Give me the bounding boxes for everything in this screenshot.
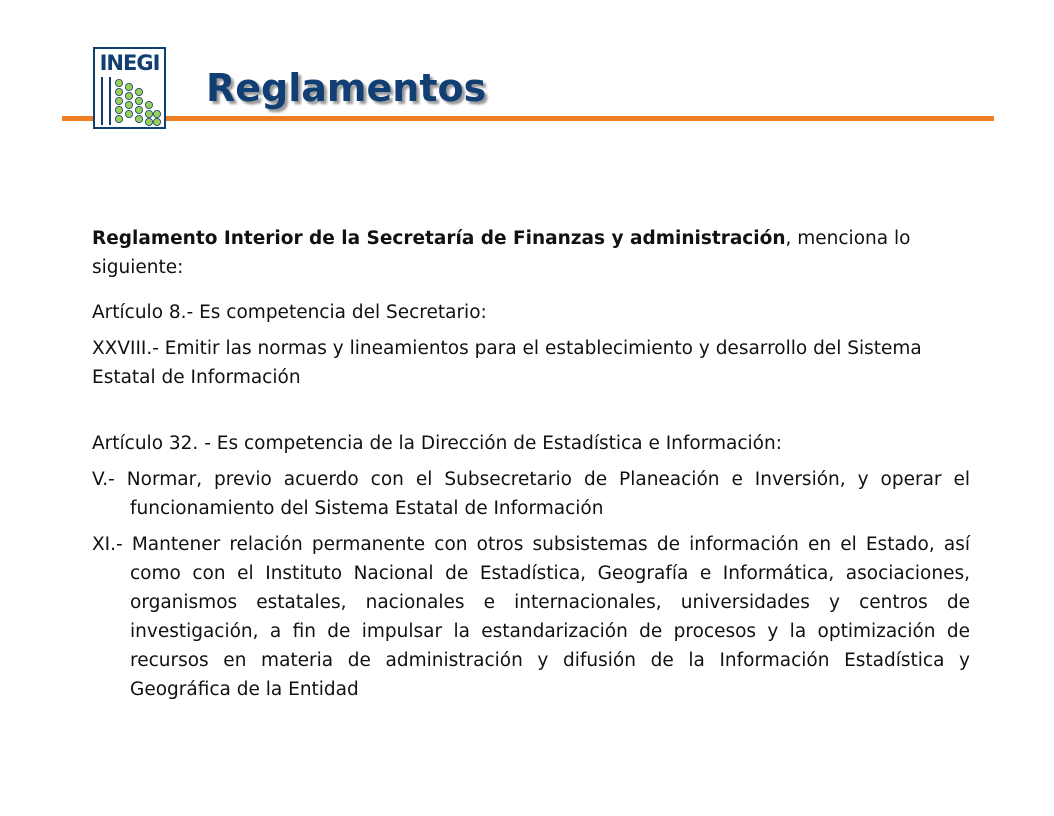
logo-dot-grid-icon bbox=[95, 77, 164, 127]
article-8-heading: Artículo 8.- Es competencia del Secretario: bbox=[92, 302, 487, 323]
intro-paragraph bbox=[92, 224, 970, 282]
header-divider bbox=[62, 116, 994, 121]
fraction-xxviii: XXVIII.- Emitir las normas y lineamientos para el establecimiento y desarrollo del Sistema Estatal de Información bbox=[92, 338, 922, 388]
inegi-logo bbox=[93, 47, 166, 129]
logo-text: INEGI bbox=[99, 51, 160, 75]
regulation-text bbox=[92, 224, 970, 704]
fraction-xi: XI.- Mantener relación permanente con otros subsistemas de información en el Estado, así como con el Instituto Nacional de Estadística, Geografía e Informática, asociaciones, organismos estatales, nacionales e internacionales, universidades y centros de investigación, a fin de impulsar la estandarización de procesos y la optimización de recursos en materia de administración y difusión de la Información Estadística y Geográfica de la Entidad bbox=[92, 534, 970, 700]
fraction-v: V.- Normar, previo acuerdo con el Subsecretario de Planeación e Inversión, y operar el funcionamiento del Sistema Estatal de Información bbox=[92, 469, 970, 519]
article-32-heading: Artículo 32. - Es competencia de la Dirección de Estadística e Información: bbox=[92, 433, 782, 454]
regulation-name: Reglamento Interior de la Secretaría de Finanzas y administración bbox=[92, 228, 786, 249]
page-title: Reglamentos bbox=[206, 66, 487, 110]
intro-rest: , menciona lo siguiente: bbox=[92, 228, 911, 278]
